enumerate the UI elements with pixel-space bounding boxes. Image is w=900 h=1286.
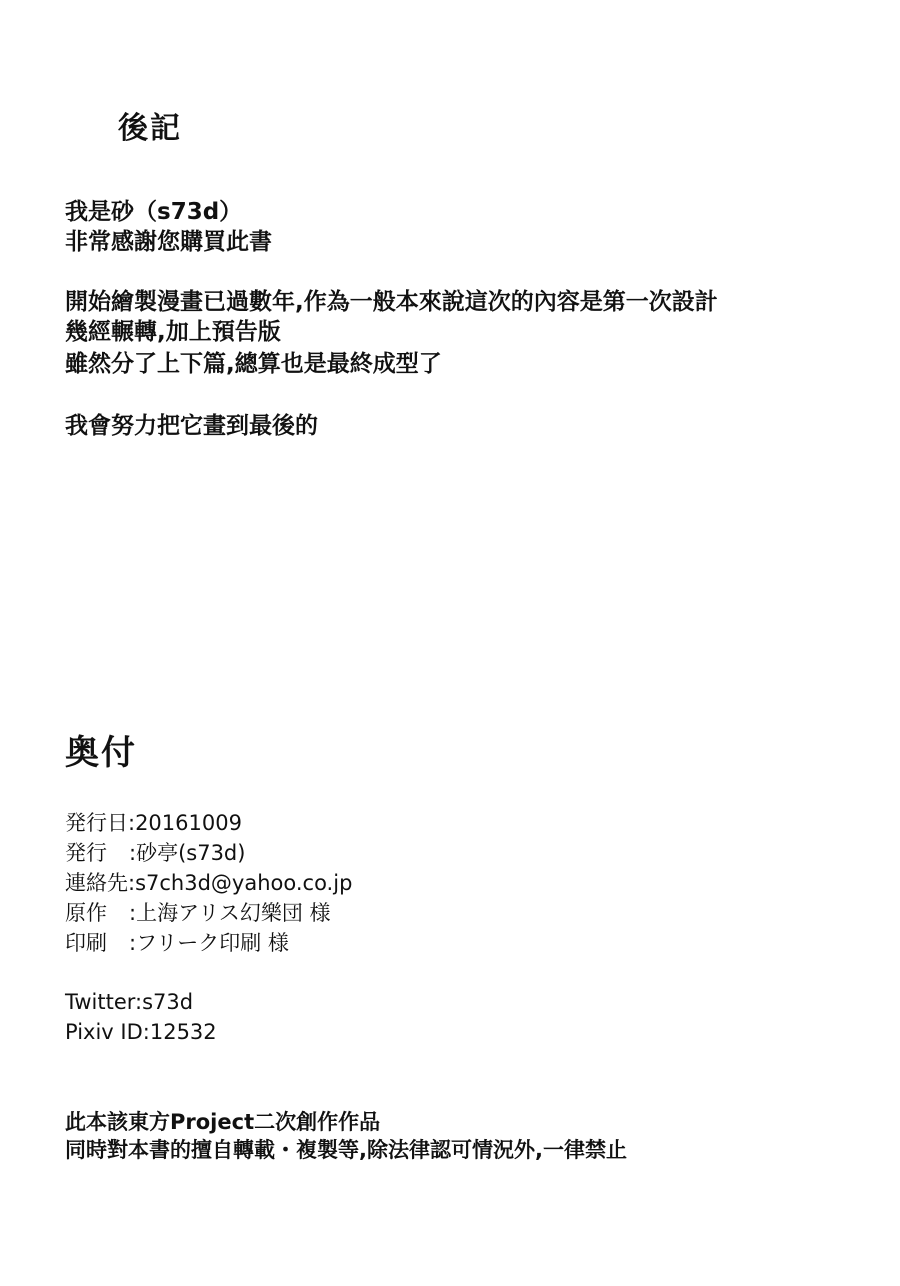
colophon-label: 原作	[65, 901, 107, 925]
afterword-line: 非常感謝您購買此書	[65, 229, 272, 255]
colophon-row-publish-date	[65, 808, 242, 838]
colophon-row-contact	[65, 868, 352, 898]
colophon-label: 発行	[65, 841, 107, 865]
fan-work-notice: 此本該東方Project二次創作作品	[65, 1110, 381, 1134]
afterword-line: 我會努力把它畫到最後的	[65, 413, 318, 439]
afterword-title: 後記	[118, 111, 182, 146]
afterword-line: 開始繪製漫畫已過數年,作為一般本來說這次的內容是第一次設計	[65, 289, 718, 315]
colophon-row-printer	[65, 928, 289, 958]
twitter-handle: Twitter:s73d	[65, 990, 194, 1014]
colophon-value: :フリーク印刷 様	[129, 931, 289, 955]
pixiv-id: Pixiv ID:12532	[65, 1020, 217, 1044]
colophon-row-publisher	[65, 838, 245, 868]
colophon-row-original-work	[65, 898, 331, 928]
colophon-label: 発行日	[65, 811, 128, 835]
afterword-line: 我是砂（s73d）	[65, 199, 243, 225]
colophon-title: 奥付	[65, 733, 137, 773]
colophon-value: :s7ch3d@yahoo.co.jp	[128, 871, 353, 895]
reproduction-notice: 同時對本書的擅自轉載・複製等,除法律認可情況外,一律禁止	[65, 1138, 627, 1162]
colophon-value: :上海アリス幻樂団 様	[129, 901, 331, 925]
colophon-label: 連絡先	[65, 871, 128, 895]
colophon-value: :20161009	[128, 811, 242, 835]
colophon-value: :砂亭(s73d)	[129, 841, 246, 865]
afterword-line: 幾經輾轉,加上預告版	[65, 319, 281, 345]
afterword-line: 雖然分了上下篇,總算也是最終成型了	[65, 351, 442, 377]
colophon-label: 印刷	[65, 931, 107, 955]
